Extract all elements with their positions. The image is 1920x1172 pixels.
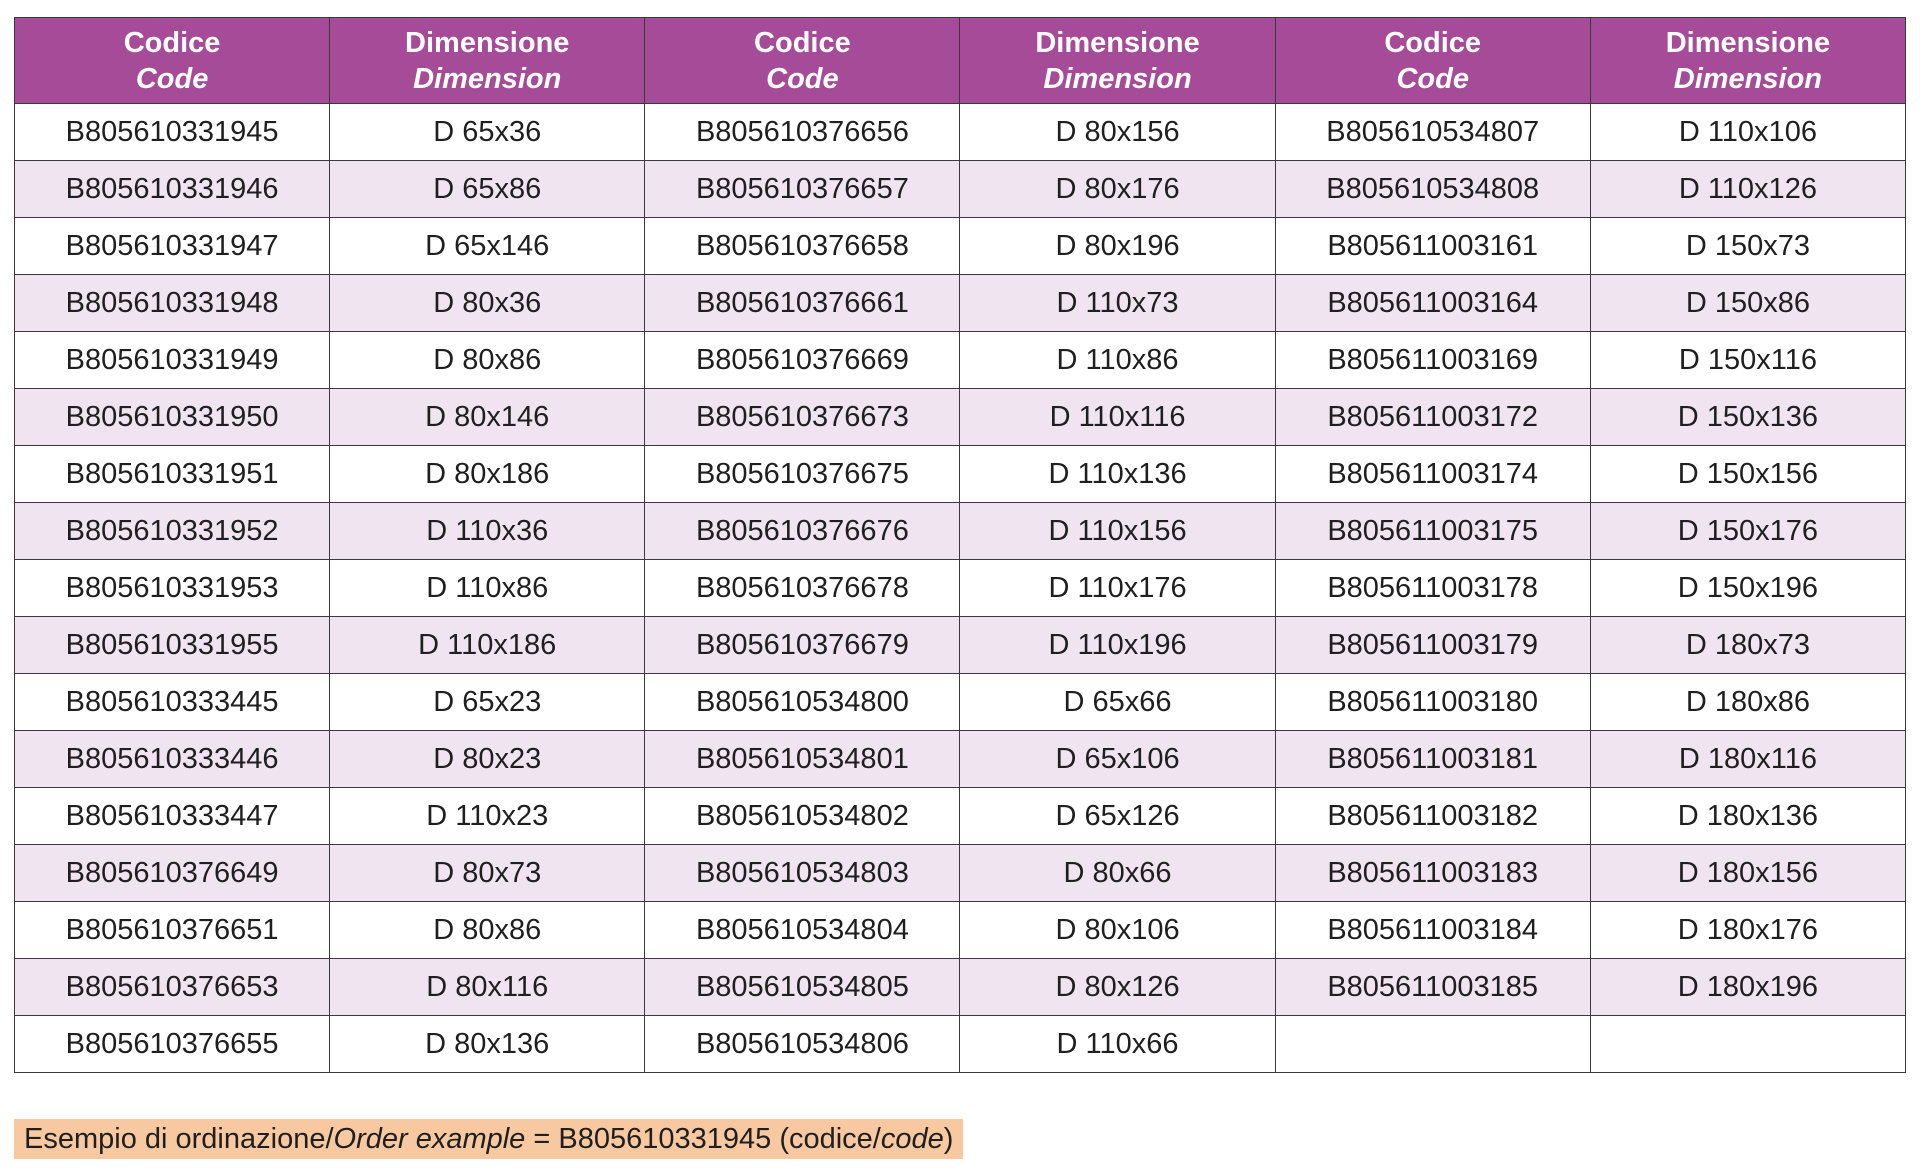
code-cell: B805610376675: [645, 446, 960, 503]
order-example-label-en: Order example: [333, 1123, 526, 1155]
dimension-cell: D 180x73: [1590, 617, 1905, 674]
dimension-cell: D 80x106: [960, 902, 1275, 959]
dimension-cell: D 110x66: [960, 1016, 1275, 1073]
code-cell: B805611003174: [1275, 446, 1590, 503]
code-cell: B805610376657: [645, 161, 960, 218]
header-label-it: Dimensione: [1665, 26, 1831, 59]
header-dimension-1: [330, 18, 645, 104]
dimension-cell: D 65x126: [960, 788, 1275, 845]
code-cell: B805610376656: [645, 104, 960, 161]
code-cell: B805610331947: [15, 218, 330, 275]
dimension-cell: D 110x196: [960, 617, 1275, 674]
dimension-cell: D 80x116: [330, 959, 645, 1016]
dimension-cell: D 65x36: [330, 104, 645, 161]
code-cell: B805610333447: [15, 788, 330, 845]
dimension-cell: D 110x116: [960, 389, 1275, 446]
table-row: [15, 104, 1906, 161]
table-header: [15, 18, 1906, 104]
dimension-cell: D 110x136: [960, 446, 1275, 503]
code-cell: B805610376653: [15, 959, 330, 1016]
header-label-it: Codice: [754, 26, 851, 59]
table-row: [15, 617, 1906, 674]
code-cell: B805610331946: [15, 161, 330, 218]
dimension-cell: D 80x146: [330, 389, 645, 446]
header-label-it: Codice: [1384, 26, 1482, 59]
dimension-cell: D 80x176: [960, 161, 1275, 218]
code-cell: B805610534801: [645, 731, 960, 788]
code-cell: B805611003179: [1275, 617, 1590, 674]
code-cell: B805610534805: [645, 959, 960, 1016]
table-row: [15, 161, 1906, 218]
table-row: [15, 902, 1906, 959]
dimension-cell: D 110x186: [330, 617, 645, 674]
code-cell: B805610376679: [645, 617, 960, 674]
header-dimension-3: [1590, 18, 1905, 104]
dimension-cell: D 80x23: [330, 731, 645, 788]
order-example-code-word: code: [880, 1123, 944, 1155]
code-cell: B805610534807: [1275, 104, 1590, 161]
table-row: [15, 218, 1906, 275]
dimension-cell: D 110x176: [960, 560, 1275, 617]
table-row: [15, 959, 1906, 1016]
dimension-cell: D 110x156: [960, 503, 1275, 560]
dimension-cell: D 110x36: [330, 503, 645, 560]
code-cell: B805610534806: [645, 1016, 960, 1073]
dimension-cell: [1590, 1016, 1905, 1073]
dimension-cell: D 110x86: [330, 560, 645, 617]
dimension-cell: D 80x156: [960, 104, 1275, 161]
code-cell: B805611003169: [1275, 332, 1590, 389]
table-row: [15, 845, 1906, 902]
code-cell: B805611003175: [1275, 503, 1590, 560]
dimension-cell: D 65x106: [960, 731, 1275, 788]
dimension-cell: D 180x86: [1590, 674, 1905, 731]
dimension-cell: D 80x126: [960, 959, 1275, 1016]
dimension-cell: D 80x86: [330, 332, 645, 389]
dimension-cell: D 150x196: [1590, 560, 1905, 617]
table-row: [15, 788, 1906, 845]
table-body: [15, 104, 1906, 1073]
code-cell: B805610331955: [15, 617, 330, 674]
code-cell: B805610376661: [645, 275, 960, 332]
table-row: [15, 446, 1906, 503]
header-dimension-2: [960, 18, 1275, 104]
code-cell: B805610376678: [645, 560, 960, 617]
header-label-en: Code: [135, 62, 209, 95]
dimension-cell: D 80x73: [330, 845, 645, 902]
header-code-1: [15, 18, 330, 104]
product-code-table: [14, 17, 1906, 1073]
code-cell: B805611003172: [1275, 389, 1590, 446]
code-cell: B805610534802: [645, 788, 960, 845]
header-code-2: [645, 18, 960, 104]
dimension-cell: D 180x196: [1590, 959, 1905, 1016]
code-cell: B805610376673: [645, 389, 960, 446]
code-cell: B805610376669: [645, 332, 960, 389]
dimension-cell: D 110x73: [960, 275, 1275, 332]
code-cell: B805610333446: [15, 731, 330, 788]
header-label-en: Code: [1396, 62, 1469, 95]
code-cell: B805611003182: [1275, 788, 1590, 845]
header-label-en: Dimension: [1043, 62, 1192, 95]
dimension-cell: D 150x156: [1590, 446, 1905, 503]
dimension-cell: D 65x146: [330, 218, 645, 275]
dimension-cell: D 80x186: [330, 446, 645, 503]
dimension-cell: D 180x136: [1590, 788, 1905, 845]
code-cell: B805611003161: [1275, 218, 1590, 275]
dimension-cell: D 65x86: [330, 161, 645, 218]
dimension-cell: D 110x23: [330, 788, 645, 845]
header-row: [15, 18, 1906, 104]
dimension-cell: D 180x176: [1590, 902, 1905, 959]
code-cell: B805611003180: [1275, 674, 1590, 731]
dimension-cell: D 110x86: [960, 332, 1275, 389]
code-cell: B805610331952: [15, 503, 330, 560]
table-row: [15, 674, 1906, 731]
table-row: [15, 275, 1906, 332]
code-cell: B805610534808: [1275, 161, 1590, 218]
code-cell: B805610331951: [15, 446, 330, 503]
dimension-cell: D 150x73: [1590, 218, 1905, 275]
code-cell: B805610376676: [645, 503, 960, 560]
code-cell: B805610333445: [15, 674, 330, 731]
order-example-note: [14, 1119, 963, 1159]
dimension-cell: D 180x116: [1590, 731, 1905, 788]
dimension-cell: D 150x116: [1590, 332, 1905, 389]
code-cell: B805610331945: [15, 104, 330, 161]
code-cell: B805611003181: [1275, 731, 1590, 788]
table-row: [15, 503, 1906, 560]
dimension-cell: D 80x86: [330, 902, 645, 959]
dimension-cell: D 150x136: [1590, 389, 1905, 446]
header-label-it: Dimensione: [405, 26, 570, 59]
dimension-cell: D 80x66: [960, 845, 1275, 902]
dimension-cell: D 150x86: [1590, 275, 1905, 332]
code-cell: B805610331953: [15, 560, 330, 617]
dimension-cell: D 110x126: [1590, 161, 1905, 218]
order-example-value: = B805610331945 (codice/: [525, 1123, 881, 1155]
header-label-it: Dimensione: [1035, 26, 1200, 59]
code-cell: B805610376651: [15, 902, 330, 959]
order-example-label-it: Esempio di ordinazione/: [24, 1123, 334, 1155]
code-cell: B805611003183: [1275, 845, 1590, 902]
code-cell: B805610534800: [645, 674, 960, 731]
product-code-table-container: [14, 17, 1906, 1073]
table-row: [15, 560, 1906, 617]
code-cell: B805610534804: [645, 902, 960, 959]
dimension-cell: D 65x66: [960, 674, 1275, 731]
dimension-cell: D 80x136: [330, 1016, 645, 1073]
table-row: [15, 332, 1906, 389]
dimension-cell: D 110x106: [1590, 104, 1905, 161]
dimension-cell: D 80x36: [330, 275, 645, 332]
code-cell: B805610331950: [15, 389, 330, 446]
code-cell: B805610331949: [15, 332, 330, 389]
header-label-en: Code: [766, 62, 839, 95]
dimension-cell: D 150x176: [1590, 503, 1905, 560]
code-cell: B805611003178: [1275, 560, 1590, 617]
table-row: [15, 731, 1906, 788]
table-row: [15, 1016, 1906, 1073]
table-row: [15, 389, 1906, 446]
code-cell: B805610376658: [645, 218, 960, 275]
header-label-en: Dimension: [413, 62, 562, 95]
code-cell: B805610534803: [645, 845, 960, 902]
code-cell: B805610376649: [15, 845, 330, 902]
order-example-close: ): [943, 1123, 954, 1155]
header-label-it: Codice: [123, 26, 221, 59]
dimension-cell: D 180x156: [1590, 845, 1905, 902]
code-cell: B805610376655: [15, 1016, 330, 1073]
code-cell: B805611003184: [1275, 902, 1590, 959]
code-cell: B805611003164: [1275, 275, 1590, 332]
code-cell: B805611003185: [1275, 959, 1590, 1016]
dimension-cell: D 80x196: [960, 218, 1275, 275]
header-label-en: Dimension: [1673, 62, 1823, 95]
code-cell: B805610331948: [15, 275, 330, 332]
code-cell: [1275, 1016, 1590, 1073]
dimension-cell: D 65x23: [330, 674, 645, 731]
header-code-3: [1275, 18, 1590, 104]
